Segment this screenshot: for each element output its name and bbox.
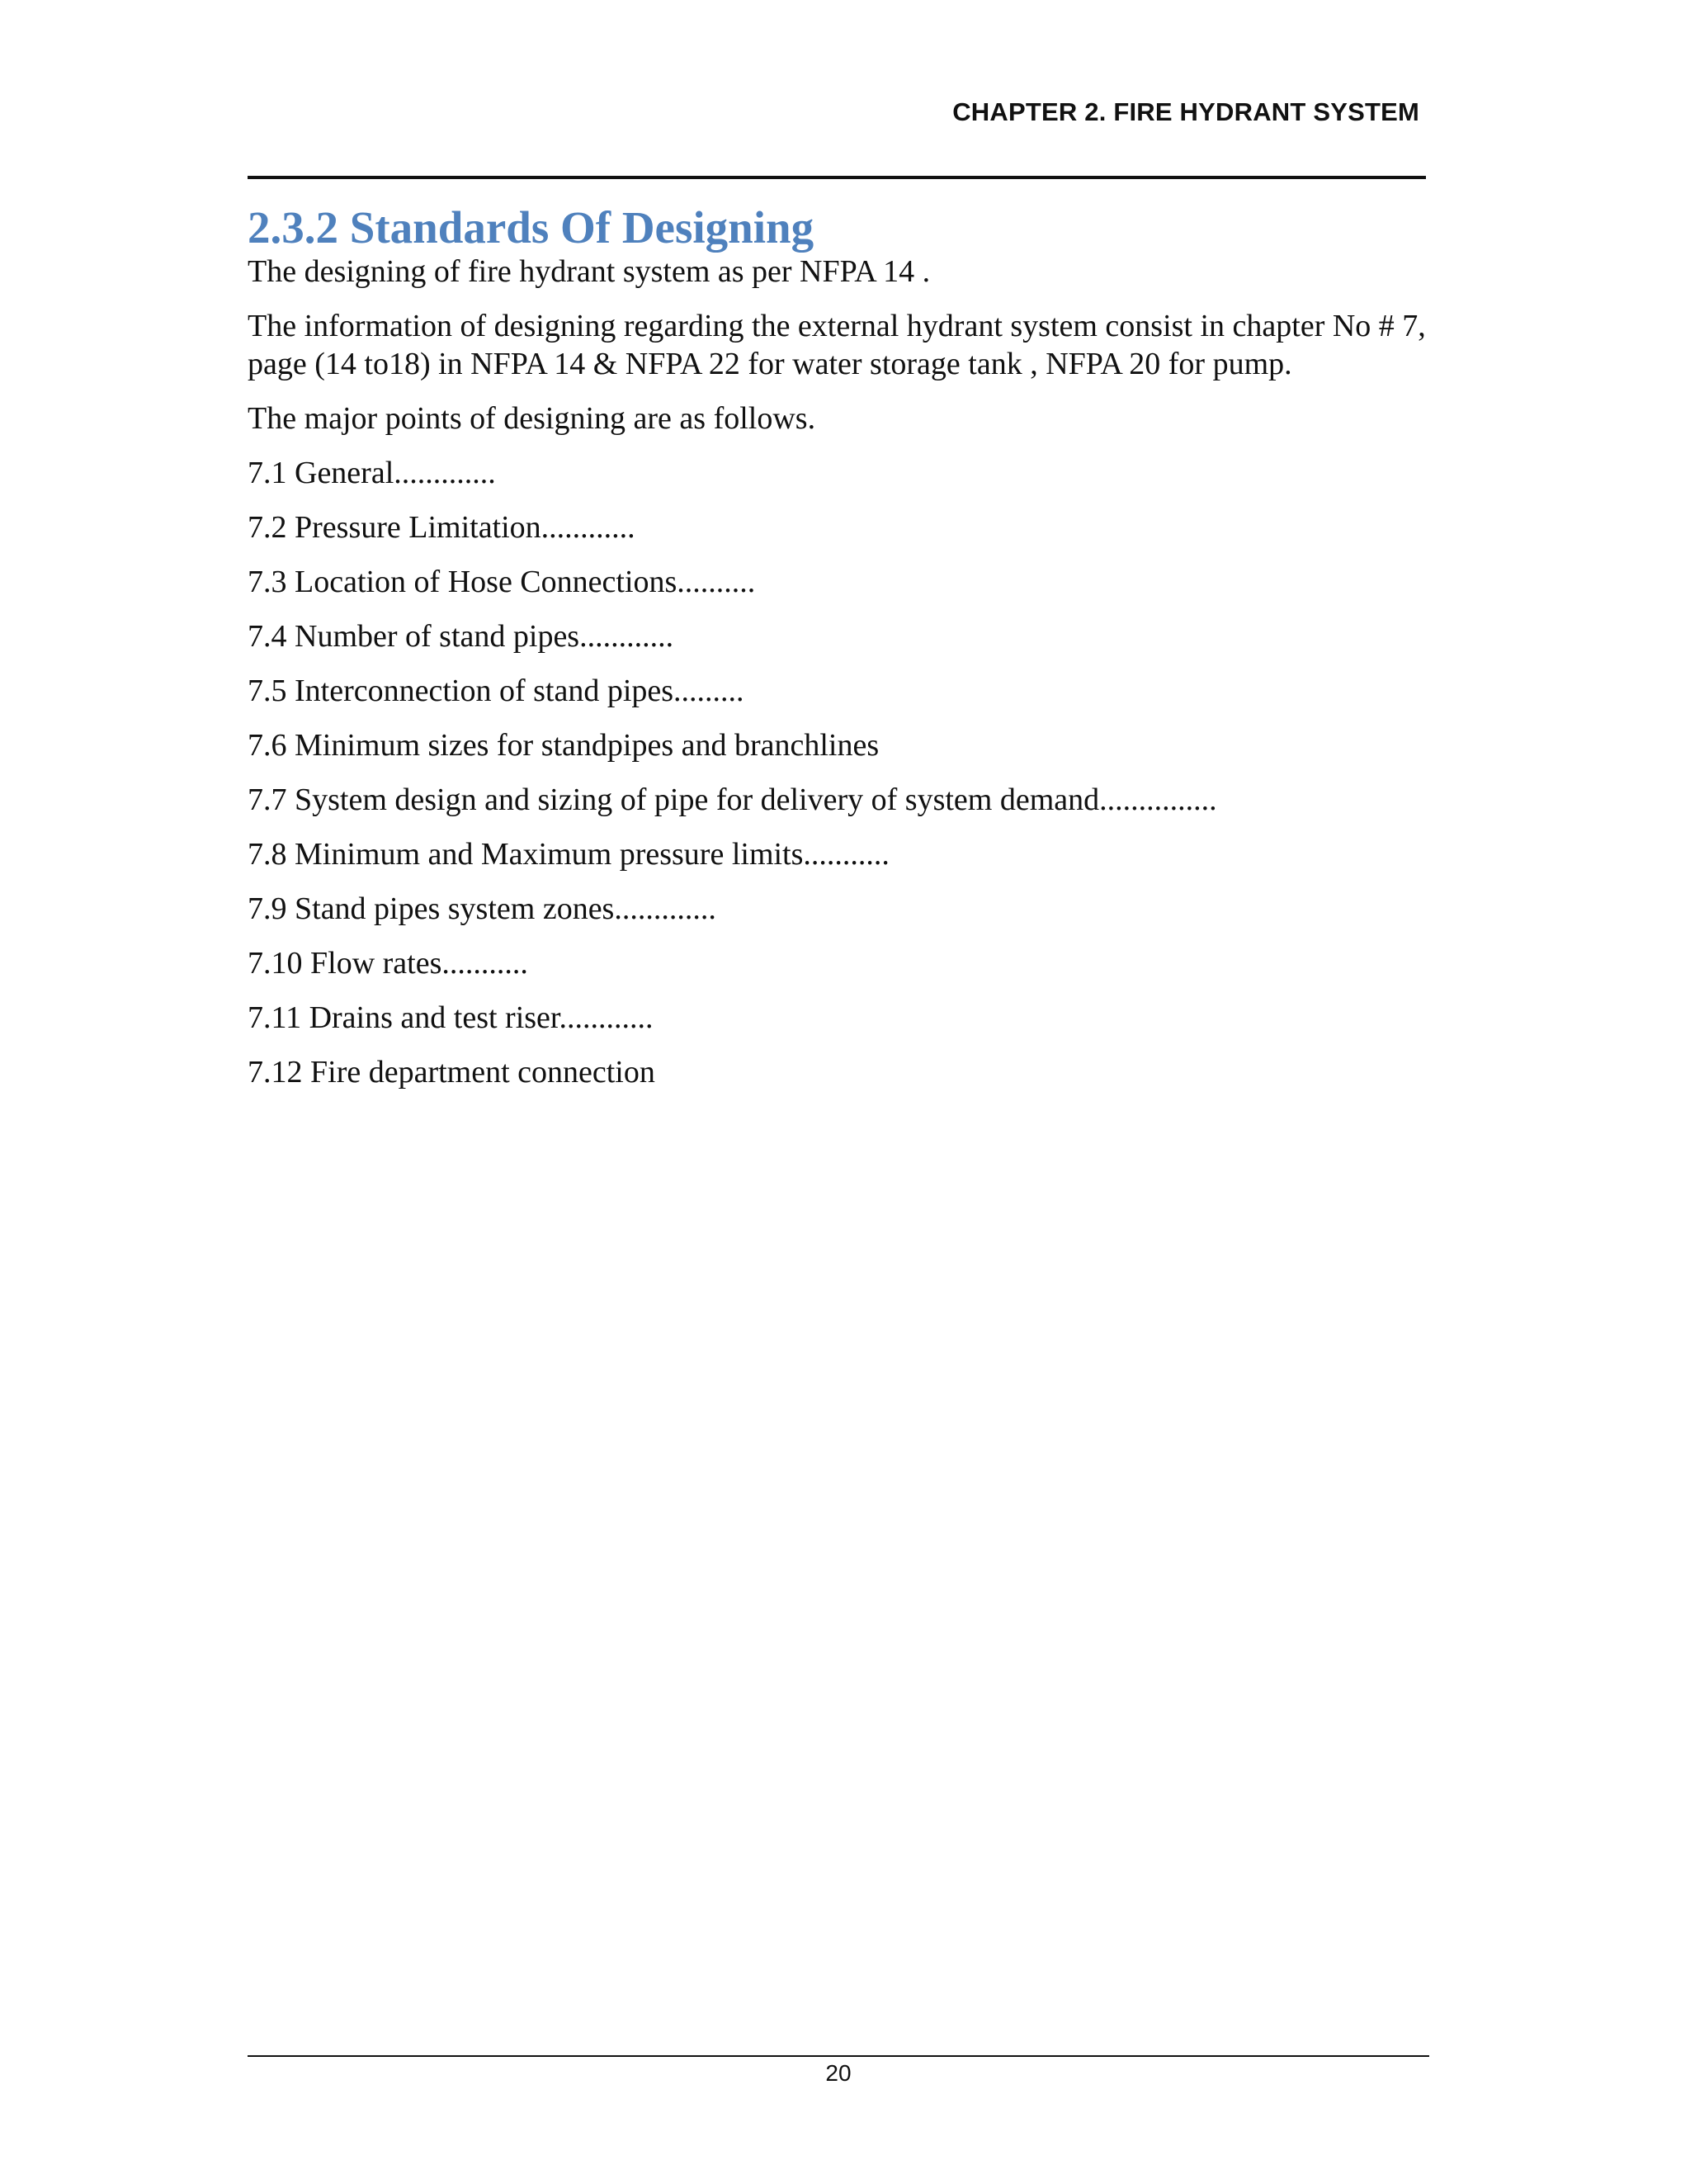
section-heading: 2.3.2 Standards Of Designing: [248, 202, 814, 253]
list-item: 7.10 Flow rates...........: [248, 946, 528, 981]
header-divider: [248, 176, 1426, 179]
page-number: 20: [825, 2060, 852, 2086]
list-item: 7.5 Interconnection of stand pipes.........: [248, 674, 744, 708]
list-item: 7.6 Minimum sizes for standpipes and branchlines: [248, 728, 880, 763]
list-item: 7.7 System design and sizing of pipe for delivery of system demand...............: [248, 782, 1217, 817]
running-header: CHAPTER 2. FIRE HYDRANT SYSTEM: [952, 97, 1419, 126]
list-item: 7.4 Number of stand pipes............: [248, 619, 674, 654]
list-item: 7.8 Minimum and Maximum pressure limits...........: [248, 837, 890, 872]
list-item: 7.1 General.............: [248, 456, 496, 490]
list-item: 7.12 Fire department connection: [248, 1055, 655, 1090]
design-points-list: [248, 454, 1452, 1108]
footer-divider: [248, 2055, 1429, 2057]
list-item: 7.2 Pressure Limitation............: [248, 510, 635, 545]
intro-paragraph: The designing of fire hydrant system as per NFPA 14 .: [248, 254, 931, 289]
list-item: 7.9 Stand pipes system zones.............: [248, 891, 716, 926]
list-item: 7.3 Location of Hose Connections..........: [248, 565, 756, 599]
list-item: 7.11 Drains and test riser............: [248, 1000, 654, 1035]
info-paragraph: The information of designing regarding the external hydrant system consist in chapter No # 7, page (14 to18) in NFPA 14 & NFPA 22 for water storage tank , NFPA 20 for pump.: [248, 309, 1426, 381]
major-points-intro: The major points of designing are as follows.: [248, 401, 816, 436]
